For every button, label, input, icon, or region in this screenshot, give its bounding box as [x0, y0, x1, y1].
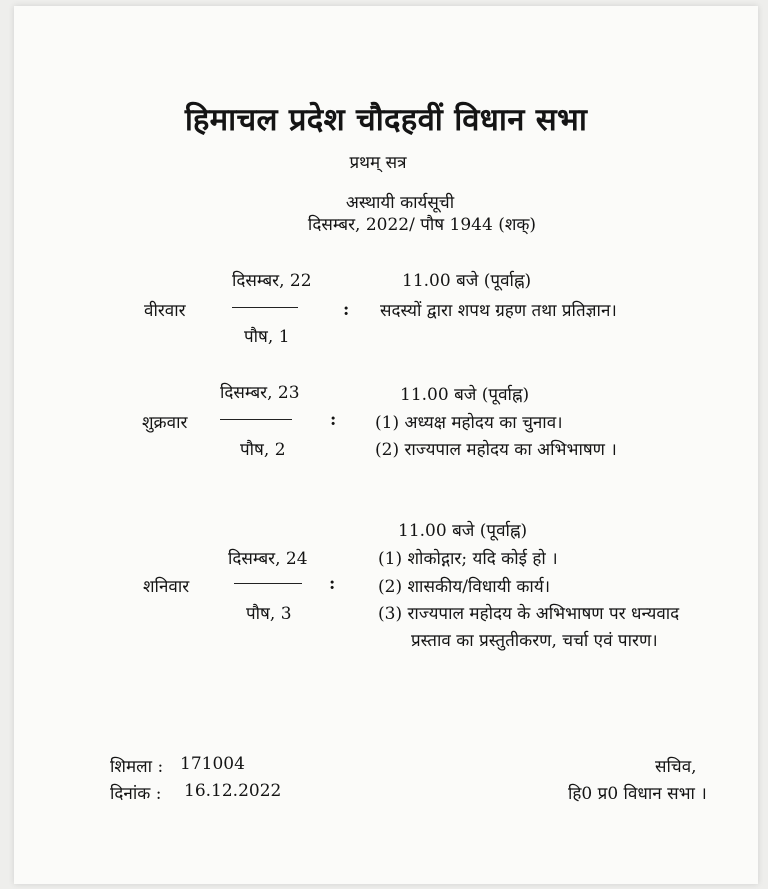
agenda-item: (2) शासकीय/विधायी कार्य। [378, 577, 551, 597]
date-value: 16.12.2022 [184, 781, 282, 801]
agenda-item: (1) शोकोद्गार; यदि कोई हो । [378, 549, 558, 569]
document-page [14, 6, 758, 884]
session-label: प्रथम् सत्र [349, 153, 407, 173]
date-top: दिसम्बर, 24 [228, 549, 308, 569]
place-value: 171004 [180, 754, 245, 774]
session-period: दिसम्बर, 2022/ पौष 1944 (शक्) [307, 215, 537, 235]
colon: : [343, 300, 350, 320]
agenda-item: (1) अध्यक्ष महोदय का चुनाव। [375, 413, 563, 433]
agenda-item: (3) राज्यपाल महोदय के अभिभाषण पर धन्यवाद [378, 604, 680, 624]
session-time: 11.00 बजे (पूर्वाह्न) [402, 271, 532, 291]
colon: : [329, 574, 336, 594]
colon: : [330, 410, 337, 430]
place-label: शिमला : [110, 757, 164, 777]
date-top: दिसम्बर, 22 [232, 271, 312, 291]
date-top: दिसम्बर, 23 [220, 383, 300, 403]
signatory-office: हि0 प्र0 विधान सभा । [568, 784, 707, 804]
session-time: 11.00 बजे (पूर्वाह्न) [398, 521, 528, 541]
date-divider [234, 583, 302, 584]
agenda-item: (2) राज्यपाल महोदय का अभिभाषण । [375, 440, 617, 460]
agenda-type: अस्थायी कार्यसूची [345, 193, 455, 213]
date-bottom: पौष, 3 [246, 604, 292, 624]
agenda-item: सदस्यों द्वारा शपथ ग्रहण तथा प्रतिज्ञान। [380, 301, 617, 321]
session-time: 11.00 बजे (पूर्वाह्न) [400, 385, 530, 405]
date-divider [232, 307, 298, 308]
document-title: हिमाचल प्रदेश चौदहवीं विधान सभा [184, 102, 588, 138]
signatory-title: सचिव, [655, 757, 697, 777]
day-name: शनिवार [143, 577, 190, 597]
date-label: दिनांक : [110, 784, 162, 804]
date-bottom: पौष, 1 [244, 327, 290, 347]
day-name: शुक्रवार [142, 413, 188, 433]
date-divider [220, 419, 292, 420]
day-name: वीरवार [144, 301, 186, 321]
date-bottom: पौष, 2 [240, 440, 286, 460]
agenda-item-continuation: प्रस्ताव का प्रस्तुतीकरण, चर्चा एवं पारण। [411, 631, 658, 651]
